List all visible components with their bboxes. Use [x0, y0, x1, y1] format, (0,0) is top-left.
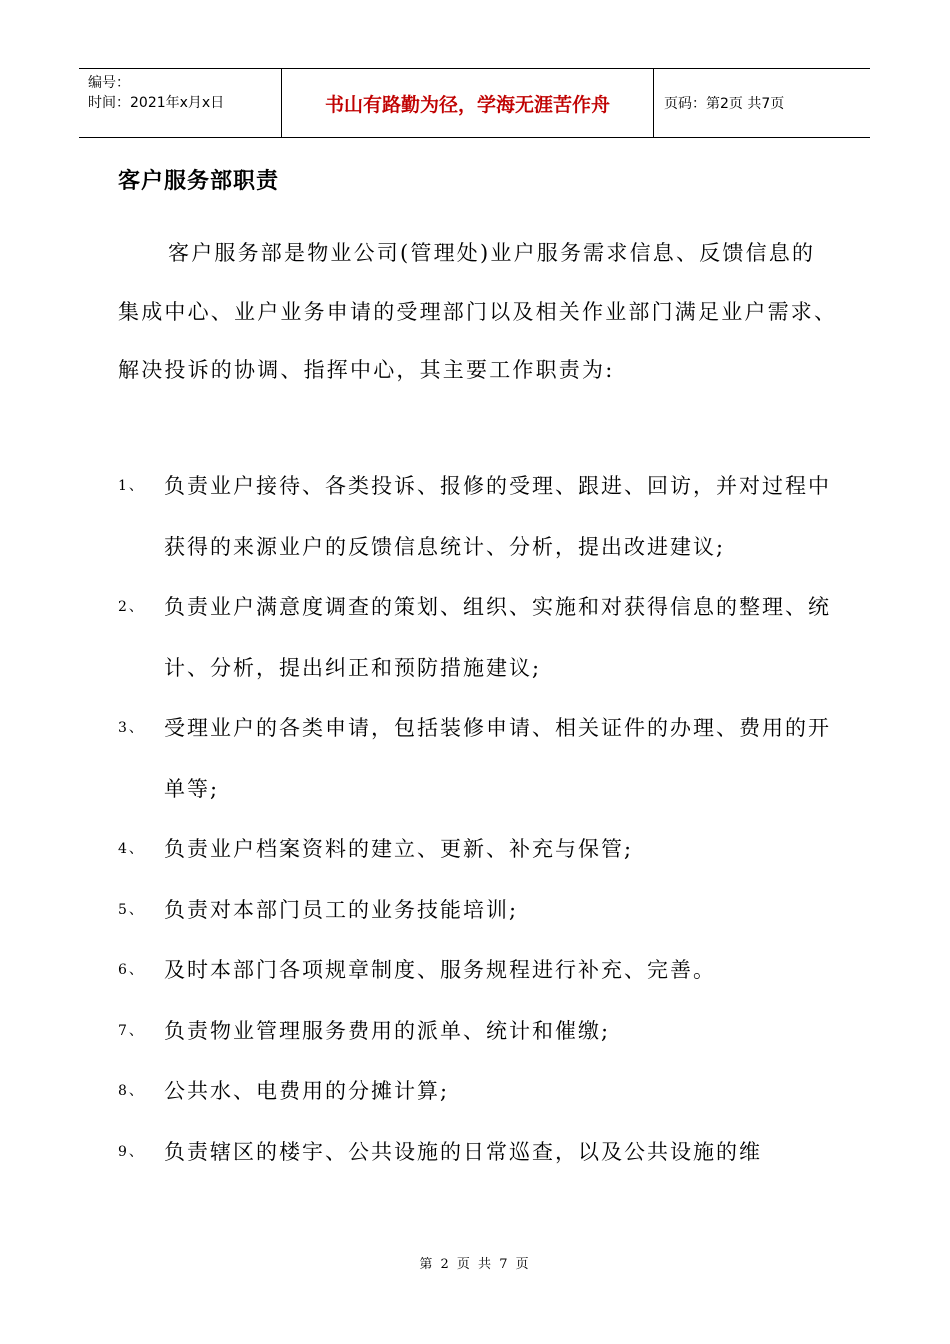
- list-item-number: 6、: [118, 962, 145, 978]
- page-header: [79, 68, 870, 138]
- list-item: [118, 1001, 838, 1062]
- list-item-text: 及时本部门各项规章制度、服务规程进行补充、完善。: [164, 958, 716, 982]
- list-item: [118, 577, 838, 698]
- list-item-text: 负责业户满意度调查的策划、组织、实施和对获得信息的整理、统计、分析，提出纠正和预防措施建议;: [164, 595, 831, 680]
- list-item-text: 负责物业管理服务费用的派单、统计和催缴;: [164, 1018, 611, 1043]
- header-left-cell: [79, 69, 282, 137]
- header-motto: 书山有路勤为径，学海无涯苦作舟: [282, 69, 654, 137]
- header-page-info: 页码：第2页 共7页: [664, 96, 785, 112]
- document-number-label: 编号：: [88, 75, 130, 91]
- page-footer: 第 2 页 共 7 页: [419, 1257, 531, 1272]
- duty-list: [118, 456, 838, 1182]
- list-item: [118, 880, 838, 941]
- list-item: [118, 940, 838, 1001]
- list-item-text: 负责对本部门员工的业务技能培训;: [164, 897, 519, 922]
- list-item: [118, 819, 838, 880]
- list-item-number: 2、: [118, 599, 145, 615]
- list-item: [118, 698, 838, 819]
- list-item: [118, 1061, 838, 1122]
- list-item: [118, 1122, 838, 1183]
- list-item-text: 公共水、电费用的分摊计算;: [164, 1079, 450, 1103]
- list-item-text: 负责业户档案资料的建立、更新、补充与保管;: [164, 837, 634, 861]
- document-title: 客户服务部职责: [118, 168, 280, 194]
- list-item-number: 9、: [118, 1143, 145, 1160]
- list-item-text: 负责业户接待、各类投诉、报修的受理、跟进、回访，并对过程中获得的来源业户的反馈信息统计、分析，提出改进建议;: [164, 474, 831, 559]
- list-item-number: 5、: [118, 901, 145, 918]
- list-item-number: 8、: [118, 1083, 145, 1099]
- list-item-text: 受理业户的各类申请，包括装修申请、相关证件的办理、费用的开单等;: [164, 716, 831, 801]
- list-item: [118, 456, 838, 577]
- document-date-label: 时间：2021年x月x日: [88, 95, 225, 111]
- list-item-number: 3、: [118, 720, 145, 736]
- list-item-number: 7、: [118, 1022, 145, 1039]
- list-item-text: 负责辖区的楼宇、公共设施的日常巡查，以及公共设施的维: [164, 1139, 762, 1164]
- list-item-number: 4、: [118, 841, 145, 857]
- intro-paragraph: 客户服务部是物业公司(管理处)业户服务需求信息、反馈信息的集成中心、业户业务申请的受理部门以及相关作业部门满足业户需求、解决投诉的协调、指挥中心，其主要工作职责为:: [118, 241, 838, 382]
- list-item-number: 1、: [118, 478, 145, 494]
